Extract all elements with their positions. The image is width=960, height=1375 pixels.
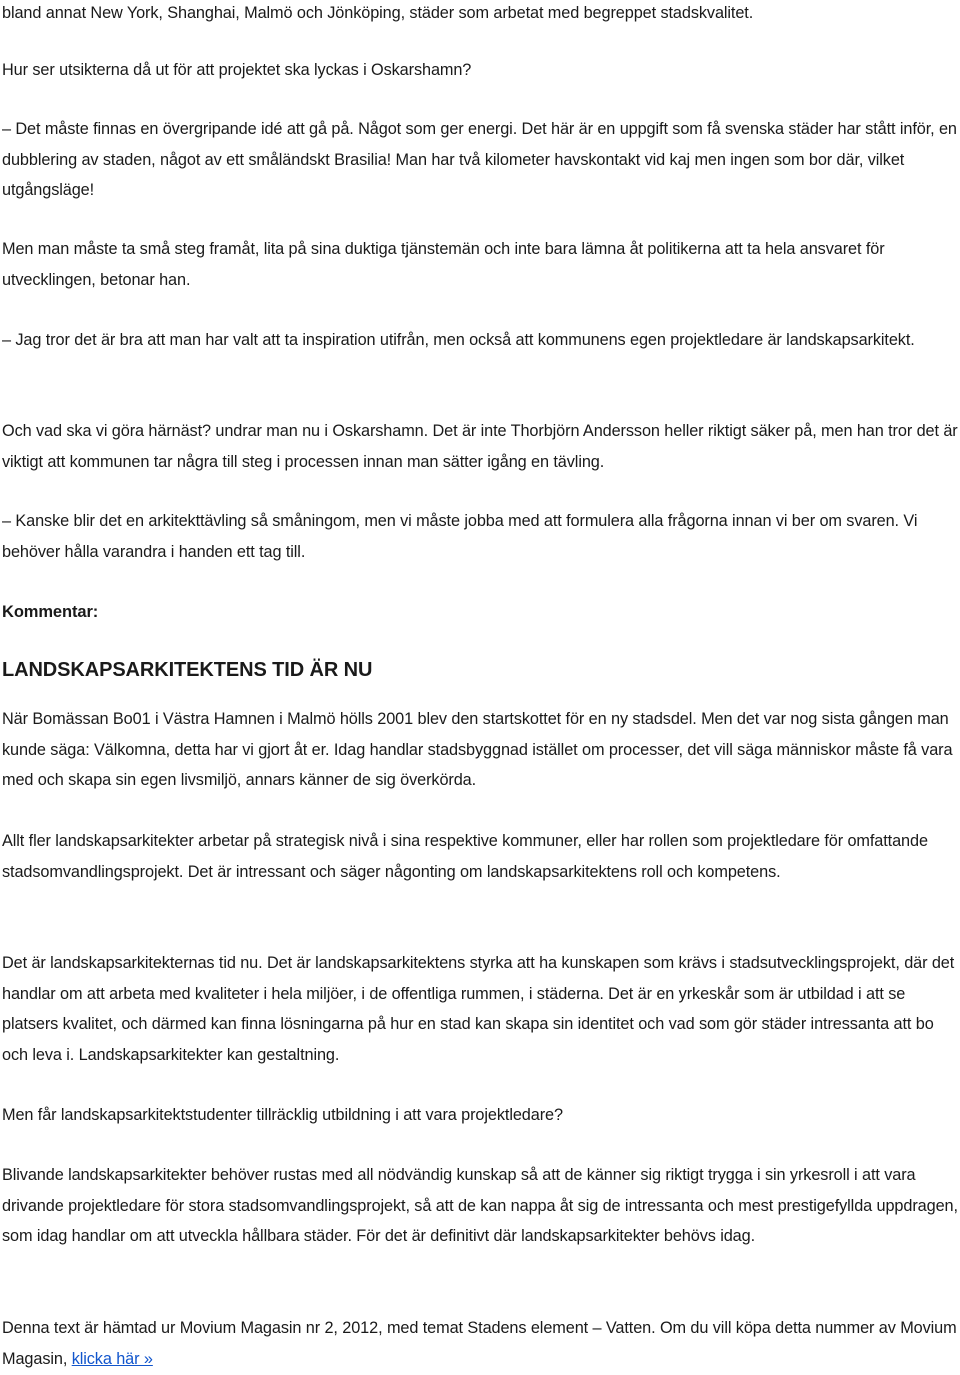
- article-paragraph-4: Men man måste ta små steg framåt, lita på sina duktiga tjänstemän och inte bara lämna åt politikerna att ta hela ansvaret för utvecklingen, betonar han.: [2, 240, 885, 289]
- article-paragraph-5: – Jag tror det är bra att man har valt att ta inspiration utifrån, men också att kommunens egen projektledare är landskapsarkitekt.: [2, 331, 915, 349]
- footer-note: [2, 1313, 958, 1374]
- footer-text: Denna text är hämtad ur Movium Magasin nr 2, 2012, med temat Stadens element – Vatten. Om du vill köpa detta nummer av Movium Magasin,: [2, 1319, 957, 1368]
- article-paragraph-6: Och vad ska vi göra härnäst? undrar man nu i Oskarshamn. Det är inte Thorbjörn Andersson heller riktigt säker på, men han tror det är viktigt att kommunen tar några till steg i processen innan man sätter igång en tävling.: [2, 422, 958, 471]
- article-paragraph-2: Hur ser utsikterna då ut för att projektet ska lyckas i Oskarshamn?: [2, 61, 472, 79]
- comment-paragraph-1: När Bomässan Bo01 i Västra Hamnen i Malmö hölls 2001 blev den startskottet för en ny stadsdel. Men det var nog sista gången man kunde säga: Välkomna, detta har vi gjort åt er. Idag handlar stadsbyggnad istället om processer, det vill säga människor måste få vara med och skapa sin egen livsmiljö, annars känner de sig överkörda.: [2, 710, 953, 789]
- comment-paragraph-4: Men får landskapsarkitektstudenter tillräcklig utbildning i att vara projektledare?: [2, 1106, 563, 1124]
- article-paragraph-1: bland annat New York, Shanghai, Malmö och Jönköping, städer som arbetat med begreppet stadskvalitet.: [2, 4, 754, 22]
- comment-paragraph-5: Blivande landskapsarkitekter behöver rustas med all nödvändig kunskap så att de känner sig riktigt trygga i sin yrkesroll i att vara drivande projektledare för stora stadsomvandlingsprojekt, så att de kan nappa åt sig de intressanta och mest prestigefyllda uppdragen, som idag handlar om att utveckla hållbara städer. För det är definitivt där landskapsarkitekter behövs idag.: [2, 1166, 958, 1245]
- article-paragraph-7: – Kanske blir det en arkitekttävling så småningom, men vi måste jobba med att formulera alla frågorna innan vi ber om svaren. Vi behöver hålla varandra i handen ett tag till.: [2, 512, 918, 561]
- comment-paragraph-2: Allt fler landskapsarkitekter arbetar på strategisk nivå i sina respektive kommuner, eller har rollen som projektledare för omfattande stadsomvandlingsprojekt. Det är intressant och säger någonting om landskapsarkitektens roll och kompetens.: [2, 832, 928, 881]
- comment-label: Kommentar:: [2, 603, 99, 621]
- comment-headline: LANDSKAPSARKITEKTENS TID ÄR NU: [2, 659, 373, 681]
- article-paragraph-3: – Det måste finnas en övergripande idé att gå på. Något som ger energi. Det här är en uppgift som få svenska städer har stått inför, en dubblering av staden, något av ett småländskt Brasilia! Man har två kilometer havskontakt vid kaj men ingen som bor där, vilket utgångsläge!: [2, 120, 957, 199]
- buy-issue-link[interactable]: klicka här »: [71, 1349, 153, 1368]
- comment-paragraph-3: Det är landskapsarkitekternas tid nu. Det är landskapsarkitektens styrka att ha kunskapen som krävs i stadsutvecklingsprojekt, där det handlar om att arbeta med kvaliteter i hela miljöer, i de offentliga rummen, i städerna. Det är en yrkeskår som är utbildad i att se platsers kvalitet, och därmed kan finna lösningarna på hur en stad kan skapa sin identitet och vad som gör städer intressanta att bo och leva i. Landskapsarkitekter kan gestaltning.: [2, 954, 955, 1064]
